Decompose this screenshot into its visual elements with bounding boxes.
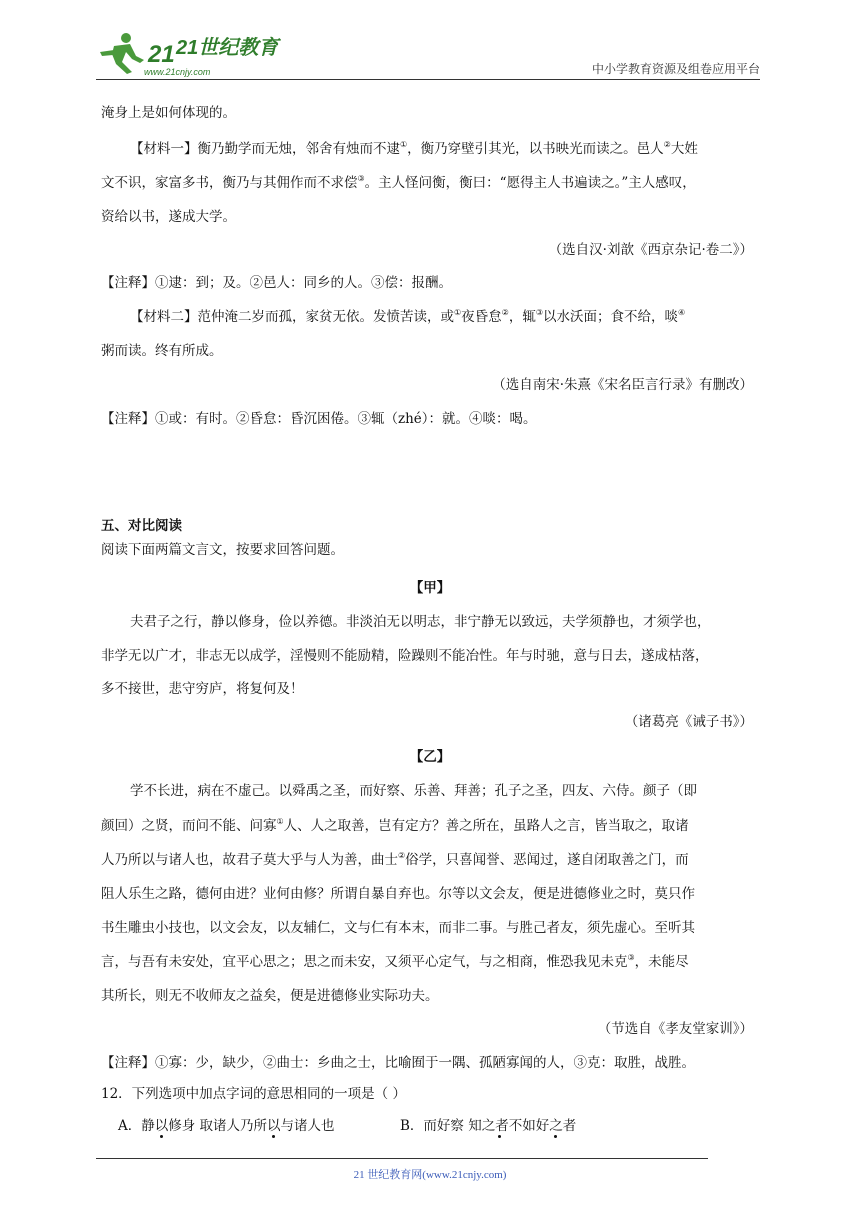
- annotation: 【注释】①或：有时。②昏怠：昏沉困倦。③辄（zhé）：就。④啖：喝。: [101, 411, 537, 427]
- page-header: [96, 28, 760, 80]
- passage-jia-line: 多不接世，悲守穷庐，将复何及！: [101, 681, 304, 697]
- material-one-line: 【材料一】衡乃勤学而无烛，邻舍有烛而不逮①，衡乃穿壁引其光，以书映光而读之。邑人②大姓: [130, 140, 698, 157]
- source-citation: （节选自《孝友堂家训》）: [597, 1021, 753, 1037]
- passage-jia-line: 非学无以广才，非志无以成学，淫慢则不能励精，险躁则不能冶性。年与时驰，意与日去，遂成枯落，: [101, 648, 709, 664]
- passage-label-jia: 【甲】: [409, 580, 451, 596]
- passage-jia-line: 夫君子之行，静以修身，俭以养德。非淡泊无以明志，非宁静无以致远，夫学须静也，才须学也，: [130, 614, 711, 630]
- passage-yi-line: 阻人乐生之路，德何由进？业何由修？所谓自暴自弃也。尔等以文会友，便是进德修业之时，莫只作: [101, 886, 695, 902]
- source-citation: （诸葛亮《诫子书》）: [624, 714, 753, 730]
- logo-url: www.21cnjy.com: [144, 67, 211, 77]
- footer-text: 21 世纪教育网(www.21cnjy.com): [353, 1169, 507, 1181]
- material-two-line: 粥而读。终有所成。: [101, 343, 223, 359]
- option-b[interactable]: B．而好察 知之者不如好之者: [400, 1118, 577, 1134]
- svg-text:21: 21: [148, 41, 175, 68]
- header-divider: [96, 79, 760, 80]
- passage-yi-line: 言，与吾有未安处，宜平心思之；思之而未安，又须平心定气，与之相商，惟恐我见未克③，未能尽: [101, 953, 689, 970]
- question-12: 12．下列选项中加点字词的意思相同的一项是（ ）: [101, 1086, 406, 1102]
- annotation: 【注释】①逮：到；及。②邑人：同乡的人。③偿：报酬。: [101, 275, 452, 291]
- material-one-line: 文不识，家富多书，衡乃与其佣作而不求偿③。主人怪问衡，衡曰：“愿得主人书遍读之。”主人感叹，: [101, 174, 696, 191]
- section-title: 五、对比阅读: [101, 518, 182, 534]
- platform-name: 中小学教育资源及组卷应用平台: [591, 62, 760, 76]
- passage-label-yi: 【乙】: [409, 749, 451, 765]
- source-citation: （选自南宋·朱熹《宋名臣言行录》有删改）: [492, 377, 753, 393]
- passage-yi-line: 学不长进，病在不虚己。以舜禹之圣，而好察、乐善、拜善；孔子之圣，四友、六侍。颜子（即: [130, 783, 697, 799]
- passage-yi-line: 其所长，则无不收师友之益矣，便是进德修业实际功夫。: [101, 988, 439, 1004]
- logo-text: 21世纪教育: [176, 37, 279, 59]
- passage-yi-line: 颜回）之贤，而问不能、问寡①人、人之取善，岂有定方？善之所在，虽路人之言，皆当取之，取诸: [101, 817, 689, 834]
- option-a[interactable]: A．静以修身 取诸人乃所以与诸人也: [118, 1118, 335, 1134]
- footer-divider: [96, 1158, 708, 1159]
- text-line: 淹身上是如何体现的。: [101, 105, 236, 121]
- material-two-line: 【材料二】范仲淹二岁而孤，家贫无依。发愤苦读，或①夜昏怠②，辄③以水沃面；食不给，啖④: [130, 308, 686, 325]
- source-citation: （选自汉·刘歆《西京杂记·卷二》）: [548, 242, 753, 258]
- passage-yi-line: 人乃所以与诸人也，故君子莫大乎与人为善，曲士②俗学，只喜闻誉、恶闻过，遂自闭取善之门，而: [101, 851, 689, 868]
- instructions: 阅读下面两篇文言文，按要求回答问题。: [101, 542, 344, 558]
- material-one-line: 资给以书，遂成大学。: [101, 209, 236, 225]
- passage-yi-line: 书生雕虫小技也，以文会友，以友辅仁，文与仁有本末，而非二事。与胜己者友，须先虚心。至听其: [101, 920, 695, 936]
- annotation: 【注释】①寡：少，缺少，②曲士：乡曲之士，比喻囿于一隅、孤陋寡闻的人，③克：取胜，战胜。: [101, 1055, 695, 1071]
